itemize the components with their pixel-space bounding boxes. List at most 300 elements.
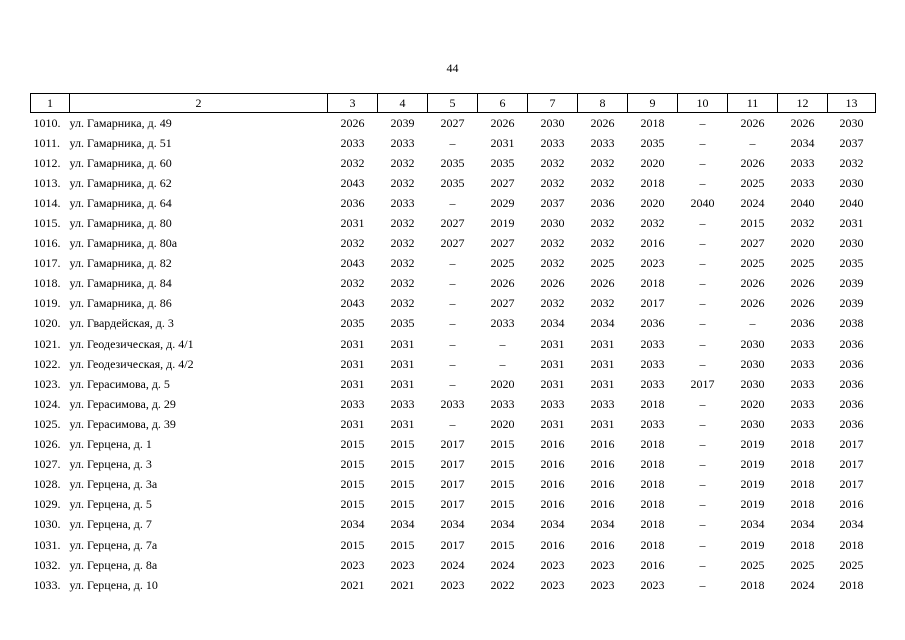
address-cell: ул. Герцена, д. 5 [69, 497, 152, 512]
year-cell: 2033 [790, 416, 815, 431]
year-cell: 2015 [390, 477, 415, 492]
row-number: 1024. [33, 396, 61, 411]
year-cell: 2036 [340, 195, 365, 210]
year-cell: 2015 [490, 497, 515, 512]
year-cell: 2031 [540, 336, 565, 351]
year-cell: 2024 [740, 195, 765, 210]
table-row [31, 495, 876, 515]
year-cell: 2031 [490, 135, 515, 150]
year-cell: 2018 [640, 175, 665, 190]
year-cell: 2034 [440, 517, 465, 532]
address-cell: ул. Герцена, д. 1 [69, 437, 152, 452]
year-cell: 2021 [390, 577, 415, 592]
year-cell: – [449, 195, 456, 210]
row-number: 1022. [33, 356, 61, 371]
table-row [31, 173, 876, 193]
year-cell: 2016 [640, 236, 665, 251]
year-cell: 2027 [440, 216, 465, 231]
address-cell: ул. Гамарника, д. 64 [69, 195, 172, 210]
row-number: 1021. [33, 336, 61, 351]
year-cell: 2034 [390, 517, 415, 532]
year-cell: 2032 [540, 236, 565, 251]
column-header: 8 [578, 94, 628, 113]
address-cell: ул. Герасимова, д. 29 [69, 396, 176, 411]
year-cell: 2031 [590, 416, 615, 431]
address-cell: ул. Гамарника, д. 60 [69, 155, 172, 170]
year-cell: 2018 [640, 517, 665, 532]
year-cell: 2032 [390, 216, 415, 231]
year-cell: 2023 [390, 557, 415, 572]
year-cell: – [699, 236, 706, 251]
row-number: 1011. [33, 135, 61, 150]
year-cell: 2030 [540, 216, 565, 231]
address-cell: ул. Гамарника, д. 86 [69, 296, 172, 311]
year-cell: 2031 [340, 376, 365, 391]
year-cell: 2033 [640, 356, 665, 371]
row-number: 1014. [33, 195, 61, 210]
year-cell: 2025 [790, 256, 815, 271]
column-header: 6 [478, 94, 528, 113]
table-row [31, 575, 876, 595]
year-cell: 2031 [540, 416, 565, 431]
year-cell: 2033 [790, 155, 815, 170]
year-cell: 2020 [640, 195, 665, 210]
table-row [31, 133, 876, 153]
year-cell: 2015 [490, 437, 515, 452]
year-cell: 2036 [590, 195, 615, 210]
year-cell: 2036 [839, 336, 864, 351]
year-cell: 2033 [540, 396, 565, 411]
column-header: 1 [31, 94, 70, 113]
year-cell: 2023 [640, 256, 665, 271]
address-cell: ул. Герцена, д. 3 [69, 457, 152, 472]
year-cell: 2018 [640, 276, 665, 291]
column-header: 9 [628, 94, 678, 113]
table-row [31, 213, 876, 233]
table-row [31, 314, 876, 334]
year-cell: 2031 [340, 336, 365, 351]
year-cell: 2015 [390, 537, 415, 552]
address-cell: ул. Герцена, д. 8а [69, 557, 158, 572]
year-cell: 2043 [340, 175, 365, 190]
year-cell: 2020 [740, 396, 765, 411]
year-cell: 2015 [390, 457, 415, 472]
year-cell: 2026 [490, 115, 515, 130]
address-cell: ул. Гамарника, д. 84 [69, 276, 172, 291]
address-cell: ул. Гамарника, д. 80 [69, 216, 172, 231]
year-cell: 2031 [590, 376, 615, 391]
year-cell: 2024 [490, 557, 515, 572]
year-cell: 2026 [740, 115, 765, 130]
year-cell: 2033 [390, 396, 415, 411]
address-cell: ул. Гамарника, д. 82 [69, 256, 172, 271]
address-cell: ул. Гамарника, д. 51 [69, 135, 172, 150]
year-cell: 2027 [440, 115, 465, 130]
year-cell: 2037 [839, 135, 864, 150]
year-cell: – [699, 557, 706, 572]
year-cell: 2018 [790, 497, 815, 512]
year-cell: 2017 [839, 437, 864, 452]
year-cell: – [699, 356, 706, 371]
year-cell: 2025 [839, 557, 864, 572]
year-cell: 2032 [540, 256, 565, 271]
column-header: 2 [70, 94, 328, 113]
year-cell: 2027 [490, 236, 515, 251]
year-cell: – [699, 477, 706, 492]
year-cell: 2019 [490, 216, 515, 231]
year-cell: 2032 [590, 216, 615, 231]
year-cell: 2031 [590, 356, 615, 371]
year-cell: 2031 [390, 356, 415, 371]
year-cell: 2025 [740, 175, 765, 190]
address-cell: ул. Геодезическая, д. 4/2 [69, 356, 194, 371]
year-cell: 2039 [839, 296, 864, 311]
year-cell: 2030 [740, 416, 765, 431]
year-cell: 2015 [340, 477, 365, 492]
year-cell: 2019 [740, 457, 765, 472]
year-cell: 2018 [790, 477, 815, 492]
year-cell: 2016 [540, 537, 565, 552]
column-header: 5 [428, 94, 478, 113]
year-cell: 2018 [790, 437, 815, 452]
year-cell: 2026 [540, 276, 565, 291]
year-cell: – [699, 155, 706, 170]
year-cell: 2018 [640, 537, 665, 552]
year-cell: 2036 [839, 396, 864, 411]
year-cell: 2018 [740, 577, 765, 592]
year-cell: 2033 [790, 336, 815, 351]
year-cell: – [699, 175, 706, 190]
year-cell: 2035 [640, 135, 665, 150]
year-cell: 2033 [790, 376, 815, 391]
year-cell: 2016 [640, 557, 665, 572]
year-cell: 2035 [440, 175, 465, 190]
year-cell: 2033 [790, 175, 815, 190]
year-cell: 2027 [490, 175, 515, 190]
header-row [31, 94, 876, 113]
year-cell: 2033 [490, 316, 515, 331]
year-cell: 2032 [540, 155, 565, 170]
year-cell: 2035 [390, 316, 415, 331]
year-cell: – [699, 115, 706, 130]
table-row [31, 254, 876, 274]
year-cell: 2032 [390, 256, 415, 271]
year-cell: 2015 [340, 537, 365, 552]
year-cell: 2030 [839, 236, 864, 251]
year-cell: 2018 [640, 115, 665, 130]
year-cell: 2031 [540, 376, 565, 391]
column-header: 12 [778, 94, 828, 113]
year-cell: 2015 [740, 216, 765, 231]
row-number: 1018. [33, 276, 61, 291]
year-cell: 2015 [490, 537, 515, 552]
year-cell: – [699, 135, 706, 150]
year-cell: 2015 [390, 437, 415, 452]
year-cell: 2032 [590, 236, 615, 251]
year-cell: 2025 [590, 256, 615, 271]
column-header: 7 [528, 94, 578, 113]
year-cell: 2032 [390, 296, 415, 311]
year-cell: – [449, 316, 456, 331]
address-cell: ул. Герцена, д. 7 [69, 517, 152, 532]
year-cell: 2036 [839, 376, 864, 391]
row-number: 1010. [33, 115, 61, 130]
year-cell: 2036 [839, 356, 864, 371]
year-cell: 2026 [340, 115, 365, 130]
year-cell: 2032 [590, 175, 615, 190]
year-cell: – [449, 376, 456, 391]
row-number: 1023. [33, 376, 61, 391]
year-cell: 2030 [740, 336, 765, 351]
column-header: 13 [828, 94, 876, 113]
year-cell: 2018 [839, 577, 864, 592]
year-cell: 2034 [540, 517, 565, 532]
year-cell: 2016 [590, 437, 615, 452]
year-cell: 2018 [640, 497, 665, 512]
year-cell: 2020 [790, 236, 815, 251]
year-cell: 2030 [540, 115, 565, 130]
year-cell: 2033 [440, 396, 465, 411]
year-cell: 2039 [839, 276, 864, 291]
year-cell: 2033 [390, 135, 415, 150]
year-cell: 2031 [340, 416, 365, 431]
row-number: 1026. [33, 437, 61, 452]
year-cell: 2034 [839, 517, 864, 532]
year-cell: – [699, 537, 706, 552]
year-cell: – [449, 276, 456, 291]
address-cell: ул. Гамарника, д. 80а [69, 236, 178, 251]
table-row [31, 274, 876, 294]
year-cell: 2018 [790, 537, 815, 552]
year-cell: 2025 [740, 557, 765, 572]
year-cell: 2031 [839, 216, 864, 231]
year-cell: 2019 [740, 477, 765, 492]
year-cell: 2032 [390, 155, 415, 170]
row-number: 1029. [33, 497, 61, 512]
year-cell: 2016 [590, 477, 615, 492]
year-cell: 2026 [790, 115, 815, 130]
year-cell: 2017 [839, 457, 864, 472]
year-cell: 2035 [440, 155, 465, 170]
year-cell: 2016 [590, 457, 615, 472]
year-cell: 2033 [790, 356, 815, 371]
schedule-table [30, 93, 876, 595]
year-cell: 2040 [839, 195, 864, 210]
year-cell: 2017 [440, 537, 465, 552]
year-cell: 2023 [340, 557, 365, 572]
year-cell: 2037 [540, 195, 565, 210]
year-cell: 2033 [640, 376, 665, 391]
year-cell: 2017 [839, 477, 864, 492]
address-cell: ул. Гамарника, д. 62 [69, 175, 172, 190]
year-cell: 2023 [540, 557, 565, 572]
row-number: 1027. [33, 457, 61, 472]
year-cell: – [499, 356, 506, 371]
year-cell: 2030 [740, 376, 765, 391]
year-cell: 2043 [340, 296, 365, 311]
address-cell: ул. Герцена, д. 7а [69, 537, 158, 552]
year-cell: 2036 [790, 316, 815, 331]
year-cell: 2032 [390, 236, 415, 251]
year-cell: 2019 [740, 437, 765, 452]
year-cell: 2032 [340, 236, 365, 251]
column-header: 10 [678, 94, 728, 113]
year-cell: – [449, 296, 456, 311]
year-cell: 2033 [340, 135, 365, 150]
year-cell: – [699, 336, 706, 351]
table-row [31, 455, 876, 475]
table-row [31, 475, 876, 495]
year-cell: 2024 [440, 557, 465, 572]
row-number: 1015. [33, 216, 61, 231]
year-cell: 2027 [440, 236, 465, 251]
year-cell: 2033 [490, 396, 515, 411]
row-number: 1025. [33, 416, 61, 431]
row-number: 1017. [33, 256, 61, 271]
row-number: 1016. [33, 236, 61, 251]
year-cell: 2030 [839, 175, 864, 190]
year-cell: 2018 [640, 477, 665, 492]
table-row [31, 294, 876, 314]
year-cell: 2026 [740, 276, 765, 291]
row-number: 1012. [33, 155, 61, 170]
year-cell: 2032 [340, 276, 365, 291]
year-cell: 2034 [590, 316, 615, 331]
year-cell: – [449, 336, 456, 351]
address-cell: ул. Герасимова, д. 39 [69, 416, 176, 431]
year-cell: 2015 [340, 457, 365, 472]
year-cell: 2033 [590, 135, 615, 150]
year-cell: 2026 [790, 276, 815, 291]
address-cell: ул. Герцена, д. 3а [69, 477, 158, 492]
year-cell: 2031 [340, 356, 365, 371]
row-number: 1028. [33, 477, 61, 492]
year-cell: 2033 [790, 396, 815, 411]
table-row [31, 374, 876, 394]
year-cell: 2017 [440, 437, 465, 452]
table-row [31, 354, 876, 374]
table-row [31, 234, 876, 254]
table-row [31, 153, 876, 173]
year-cell: 2040 [790, 195, 815, 210]
year-cell: 2032 [540, 296, 565, 311]
year-cell: 2025 [790, 557, 815, 572]
year-cell: – [699, 416, 706, 431]
table-row [31, 113, 876, 134]
year-cell: 2031 [340, 216, 365, 231]
address-cell: ул. Гвардейская, д. 3 [69, 316, 174, 331]
year-cell: 2036 [839, 416, 864, 431]
year-cell: 2015 [340, 497, 365, 512]
year-cell: 2032 [390, 276, 415, 291]
year-cell: 2034 [590, 517, 615, 532]
year-cell: 2031 [390, 416, 415, 431]
year-cell: 2024 [790, 577, 815, 592]
year-cell: – [449, 356, 456, 371]
year-cell: 2034 [490, 517, 515, 532]
year-cell: 2016 [839, 497, 864, 512]
year-cell: 2030 [740, 356, 765, 371]
year-cell: 2026 [590, 115, 615, 130]
row-number: 1030. [33, 517, 61, 532]
year-cell: 2034 [540, 316, 565, 331]
year-cell: 2016 [540, 477, 565, 492]
year-cell: 2040 [690, 195, 715, 210]
row-number: 1033. [33, 577, 61, 592]
year-cell: 2030 [839, 115, 864, 130]
row-number: 1031. [33, 537, 61, 552]
year-cell: – [699, 437, 706, 452]
year-cell: 2023 [590, 577, 615, 592]
year-cell: 2017 [440, 477, 465, 492]
year-cell: – [449, 135, 456, 150]
year-cell: 2032 [590, 296, 615, 311]
year-cell: 2023 [540, 577, 565, 592]
year-cell: – [699, 457, 706, 472]
year-cell: – [699, 497, 706, 512]
year-cell: 2017 [640, 296, 665, 311]
year-cell: 2026 [790, 296, 815, 311]
year-cell: 2033 [590, 396, 615, 411]
year-cell: 2034 [340, 517, 365, 532]
address-cell: ул. Гамарника, д. 49 [69, 115, 172, 130]
row-number: 1013. [33, 175, 61, 190]
row-number: 1032. [33, 557, 61, 572]
year-cell: 2032 [590, 155, 615, 170]
year-cell: 2027 [490, 296, 515, 311]
year-cell: 2017 [440, 457, 465, 472]
year-cell: 2018 [839, 537, 864, 552]
table-row [31, 334, 876, 354]
year-cell: 2026 [490, 276, 515, 291]
year-cell: 2020 [640, 155, 665, 170]
year-cell: 2019 [740, 537, 765, 552]
year-cell: 2039 [390, 115, 415, 130]
year-cell: 2034 [740, 517, 765, 532]
column-header: 4 [378, 94, 428, 113]
year-cell: – [749, 316, 756, 331]
year-cell: 2032 [540, 175, 565, 190]
year-cell: 2016 [540, 437, 565, 452]
year-cell: 2032 [340, 155, 365, 170]
year-cell: 2035 [490, 155, 515, 170]
year-cell: 2017 [690, 376, 715, 391]
year-cell: 2027 [740, 236, 765, 251]
year-cell: – [699, 396, 706, 411]
year-cell: 2029 [490, 195, 515, 210]
row-number: 1019. [33, 296, 61, 311]
year-cell: – [449, 256, 456, 271]
year-cell: 2038 [839, 316, 864, 331]
address-cell: ул. Геодезическая, д. 4/1 [69, 336, 194, 351]
column-header: 11 [728, 94, 778, 113]
year-cell: 2016 [590, 537, 615, 552]
year-cell: 2019 [740, 497, 765, 512]
year-cell: 2033 [540, 135, 565, 150]
year-cell: 2034 [790, 517, 815, 532]
year-cell: 2020 [490, 416, 515, 431]
year-cell: 2016 [590, 497, 615, 512]
year-cell: 2043 [340, 256, 365, 271]
year-cell: – [699, 216, 706, 231]
table-row [31, 515, 876, 535]
year-cell: – [699, 316, 706, 331]
year-cell: 2033 [640, 416, 665, 431]
address-cell: ул. Герасимова, д. 5 [69, 376, 170, 391]
year-cell: – [699, 517, 706, 532]
year-cell: 2023 [640, 577, 665, 592]
year-cell: 2023 [590, 557, 615, 572]
